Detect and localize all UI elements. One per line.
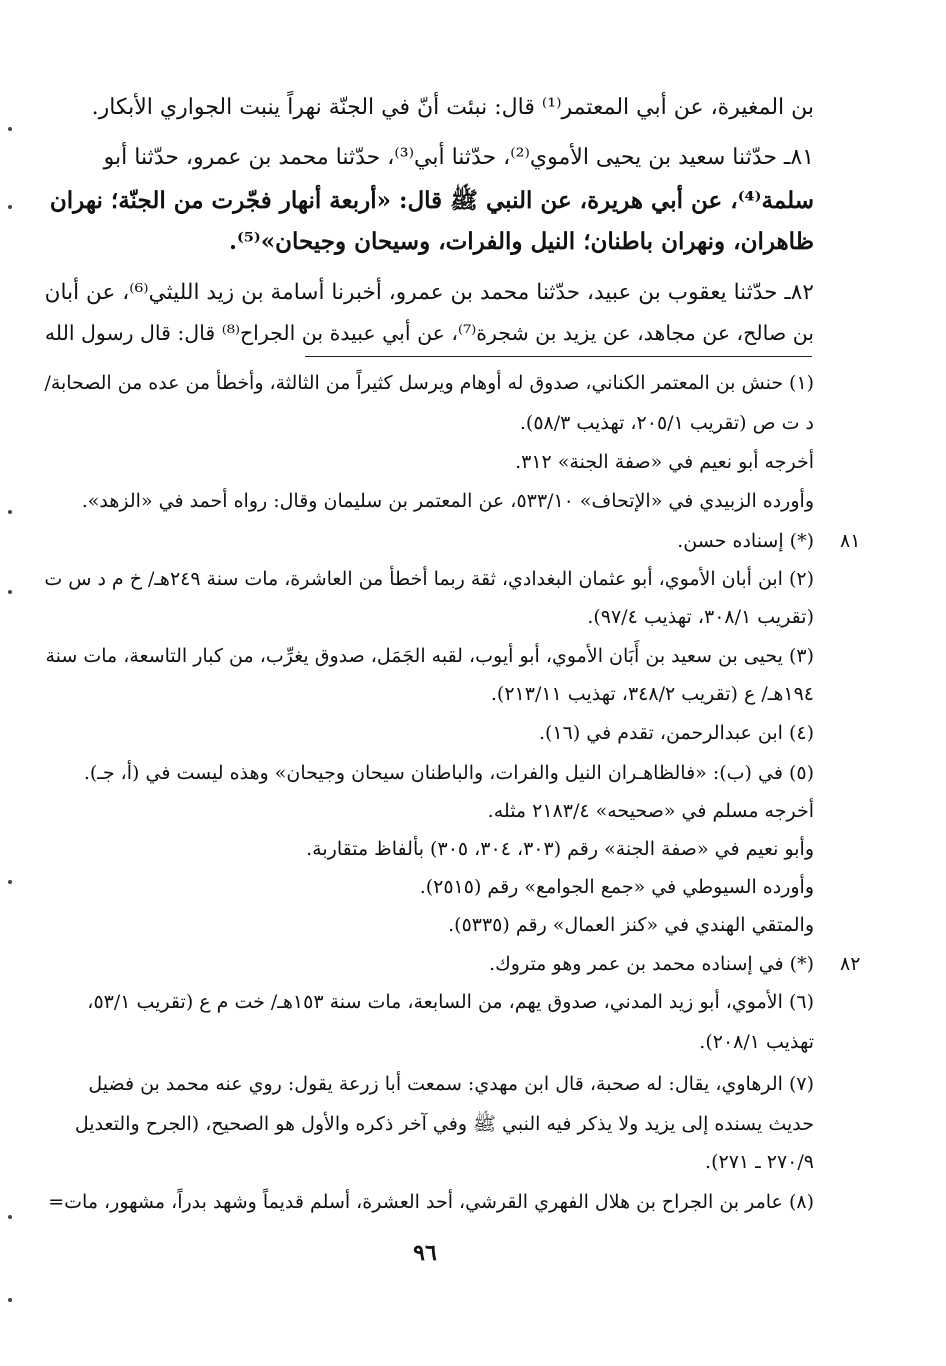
scan-speck [8,1215,12,1219]
footnote-line: أخرجه مسلم في «صحيحه» ٢١٨٣/٤ مثله. [487,800,814,822]
footnote-line: تهذيب ٢٠٨/١). [699,1031,814,1053]
footnote-line: (١) حنش بن المعتمر الكناني، صدوق له أوهام ويرسل كثيراً من الثالثة، وأخطأ من عده من الصحابة/ [44,372,814,394]
footnote-line: (تقريب ٣٠٨/١، تهذيب ٩٧/٤). [587,606,814,628]
footnote-line: (٦) الأموي، أبو زيد المدني، صدوق يهم، من السابعة، مات سنة ١٥٣هـ/ خت م ع (تقريب ٥٣/١، [87,991,814,1013]
page-number: ٩٦ [413,1240,437,1266]
footnote-line: حديث يسنده إلى يزيد ولا يذكر فيه النبي ﷺ وفي آخر ذكره والأول هو الصحيح، (الجرح والتعديل [74,1113,814,1135]
body-line: ٨١ـ حدّثنا سعيد بن يحيى الأموي⁽²⁾، حدّثنا أبي⁽³⁾، حدّثنا محمد بن عمرو، حدّثنا أبو [103,145,814,170]
footnote-separator [305,356,812,357]
footnote-line: ١٩٤هـ/ ع (تقريب ٣٤٨/٢، تهذيب ٢١٣/١١). [490,683,814,705]
footnote-line: وأبو نعيم في «صفة الجنة» رقم (٣٠٣، ٣٠٤، ٣٠٥) بألفاظ متقاربة. [306,838,814,860]
body-line: ظاهران، ونهران باطنان؛ النيل والفرات، وسيحان وجيحان»⁽⁵⁾. [228,228,814,255]
footnote-line: (٤) ابن عبدالرحمن، تقدم في (١٦). [538,722,814,744]
footnote-line: (٨) عامر بن الجراح بن هلال الفهري القرشي، أحد العشرة، أسلم قديماً وشهد بدراً، مشهور، مات= [48,1191,814,1213]
margin-hadith-number: ٨١ [840,530,861,552]
body-line: بن المغيرة، عن أبي المعتمر⁽¹⁾ قال: نبئت أنّ في الجنّة نهراً ينبت الجواري الأبكار. [91,95,814,120]
body-line: ٨٢ـ حدّثنا يعقوب بن عبيد، حدّثنا محمد بن عمرو، أخبرنا أسامة بن زيد الليثي⁽⁶⁾، عن أبان [44,280,814,305]
margin-hadith-number: ٨٢ [840,953,861,975]
footnote-line: (٢) ابن أبان الأموي، أبو عثمان البغدادي، ثقة ربما أخطأ من العاشرة، مات سنة ٢٤٩هـ/ خ م د س ت [44,568,814,590]
scan-speck [8,127,12,131]
body-line: بن صالح، عن مجاهد، عن يزيد بن شجرة⁽⁷⁾، عن أبي عبيدة بن الجراح⁽⁸⁾ قال: قال رسول الله [44,321,814,345]
footnote-line: (٥) في (ب): «فالظاهـران النيل والفرات، والباطنان سيحان وجيحان» وهذه ليست في (أ، جـ). [83,762,814,784]
footnote-line: أخرجه أبو نعيم في «صفة الجنة» ٣١٢. [515,451,814,473]
scan-speck [8,205,12,209]
scan-speck [8,1298,12,1302]
footnote-line: د ت ص (تقريب ٢٠٥/١، تهذيب ٥٨/٣). [519,412,814,434]
footnote-line: (٣) يحيى بن سعيد بن أَبَان الأموي، أبو أيوب، لقبه الجَمَل، صدوق يغرِّب، من كبار التاسعة، مات سنة [45,645,814,667]
footnote-line: والمتقي الهندي في «كنز العمال» رقم (٥٣٣٥). [448,914,814,936]
footnote-line: (٧) الرهاوي، يقال: له صحبة، قال ابن مهدي: سمعت أبا زرعة يقول: روي عنه محمد بن فضيل [88,1073,814,1095]
scan-speck [8,590,12,594]
footnote-line: (*) في إسناده محمد بن عمر وهو متروك. [489,953,814,975]
footnote-line: وأورده الزبيدي في «الإتحاف» ٥٣٣/١٠، عن المعتمر بن سليمان وقال: رواه أحمد في «الزهد». [81,490,814,512]
scan-speck [8,880,12,884]
body-line: سلمة⁽⁴⁾، عن أبي هريرة، عن النبي ﷺ قال: «أربعة أنهار فجّرت من الجنّة؛ نهران [49,187,814,214]
footnote-line: ٢٧٠/٩ ـ ٢٧١). [705,1151,814,1173]
scan-speck [8,510,12,514]
footnote-line: (*) إسناده حسن. [677,530,814,552]
footnote-line: وأورده السيوطي في «جمع الجوامع» رقم (٢٥١٥). [419,876,814,898]
